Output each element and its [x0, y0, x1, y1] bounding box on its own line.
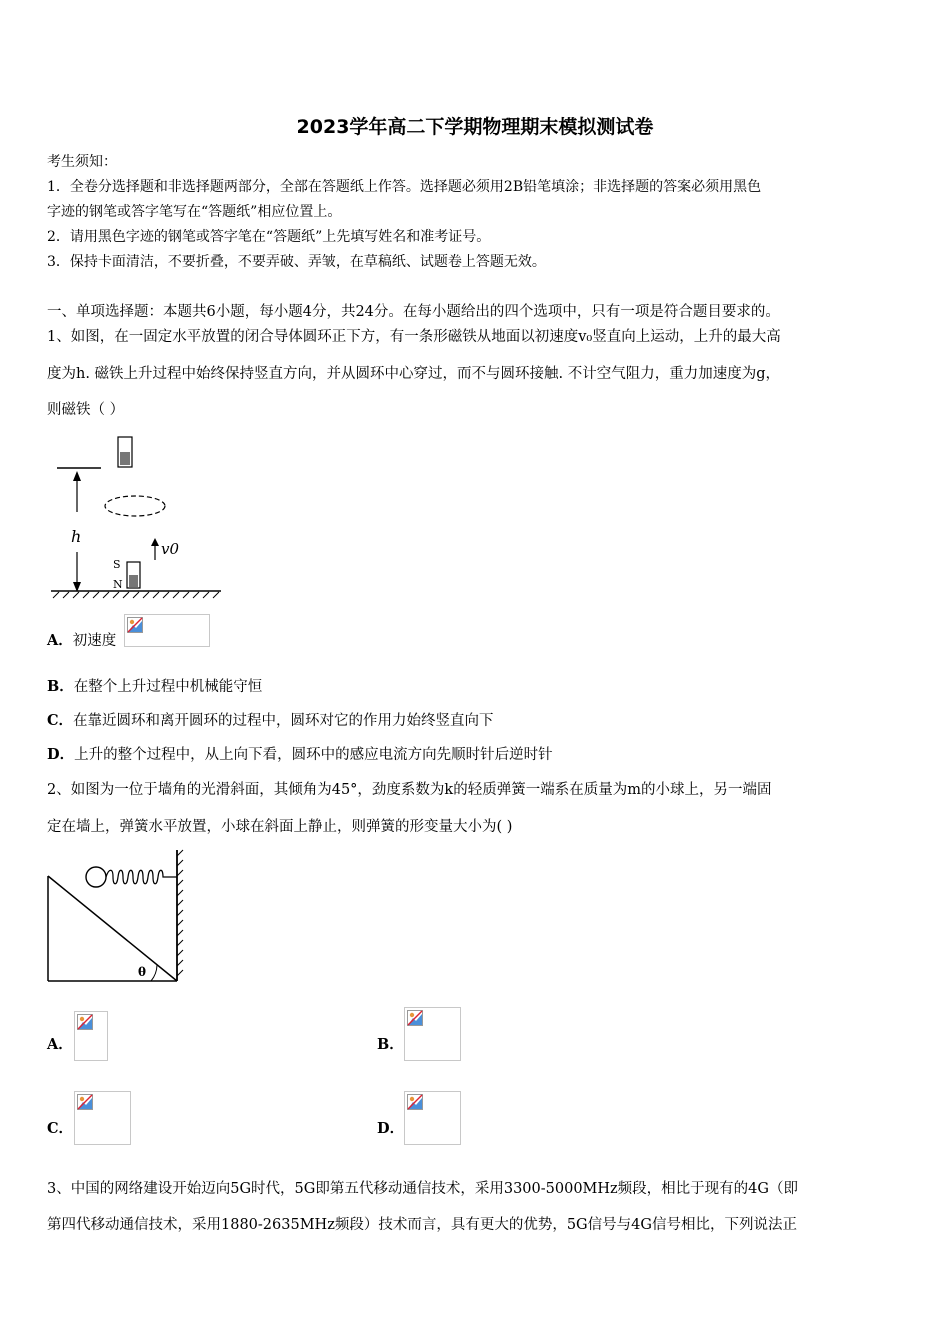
broken-image-icon	[407, 1094, 423, 1110]
incline-spring-figure	[47, 848, 187, 988]
notice-item: 字迹的钢笔或答字笔写在“答题纸”相应位置上。	[47, 204, 342, 220]
question-1-line: 1、如图，在一固定水平放置的闭合导体圆环正下方，有一条形磁铁从地面以初速度v₀竖直向上运动，上升的最大高	[47, 329, 781, 345]
q1-option-c	[47, 711, 494, 731]
v0-arrow-head	[151, 538, 159, 546]
broken-image-icon	[77, 1094, 93, 1110]
broken-image-icon	[407, 1010, 423, 1026]
option-text: 初速度	[72, 633, 117, 649]
conducting-ring	[105, 496, 165, 516]
question-3-line: 第四代移动通信技术，采用1880-2635MHz频段）技术而言，具有更大的优势，5G信号与4G信号相比，下列说法正	[47, 1217, 797, 1233]
formula-image-placeholder	[74, 1011, 108, 1061]
option-text: 上升的整个过程中，从上向下看，圆环中的感应电流方向先顺时针后逆时针	[74, 747, 553, 763]
option-letter: C．	[47, 1120, 74, 1137]
label-v0: v0	[161, 540, 180, 558]
q1-option-d	[47, 745, 553, 765]
section-heading: 一、单项选择题：本题共6小题，每小题4分，共24分。在每小题给出的四个选项中，只有一项是符合题目要求的。	[47, 304, 780, 320]
question-1-line: 度为h. 磁铁上升过程中始终保持竖直方向，并从圆环中心穿过，而不与圆环接触. 不计空气阻力，重力加速度为g，	[47, 366, 781, 382]
option-letter: D．	[377, 1120, 405, 1137]
label-n: N	[113, 578, 123, 591]
q2-option-b	[377, 1035, 404, 1055]
label-s: S	[113, 558, 121, 571]
broken-image-icon	[77, 1014, 93, 1030]
magnet-ring-figure	[47, 432, 227, 602]
formula-image-placeholder	[404, 1007, 461, 1061]
incline-surface	[48, 876, 177, 981]
q1-option-b	[47, 677, 262, 697]
q1-option-a	[47, 631, 116, 651]
ball	[86, 867, 106, 887]
notice-item: 1．全卷分选择题和非选择题两部分，全部在答题纸上作答。选择题必须用2B铅笔填涂；非选择题的答案必须用黑色	[47, 179, 762, 195]
magnet-top-pole	[120, 452, 130, 465]
broken-image-icon	[127, 617, 143, 633]
option-letter: B．	[47, 678, 74, 695]
label-theta: θ	[138, 965, 147, 979]
spring	[106, 870, 177, 884]
q2-option-d	[377, 1119, 404, 1139]
formula-image-placeholder	[74, 1091, 131, 1145]
height-arrow-head-up	[73, 471, 81, 481]
option-text: 在整个上升过程中机械能守恒	[73, 679, 263, 695]
q2-option-c	[47, 1119, 73, 1139]
option-letter: D．	[47, 746, 75, 763]
option-letter: B．	[377, 1036, 404, 1053]
angle-arc	[151, 965, 157, 981]
question-2-line: 2、如图为一位于墙角的光滑斜面，其倾角为45°，劲度系数为k的轻质弹簧一端系在质量为m的小球上，另一端固	[47, 782, 772, 798]
option-letter: C．	[47, 712, 74, 729]
option-text: 在靠近圆环和离开圆环的过程中，圆环对它的作用力始终竖直向下	[73, 713, 494, 729]
formula-image-placeholder	[124, 614, 210, 647]
magnet-bottom-pole	[129, 575, 138, 587]
notice-heading: 考生须知：	[47, 154, 117, 170]
question-1-line: 则磁铁（ ）	[47, 402, 125, 418]
label-h: h	[71, 527, 82, 546]
notice-item: 3．保持卡面清洁，不要折叠，不要弄破、弄皱，在草稿纸、试题卷上答题无效。	[47, 254, 546, 270]
question-3-line: 3、中国的网络建设开始迈向5G时代，5G即第五代移动通信技术，采用3300-5000MHz频段，相比于现有的4G（即	[47, 1181, 798, 1197]
q2-option-a	[47, 1035, 73, 1055]
formula-image-placeholder	[404, 1091, 461, 1145]
question-2-line: 定在墙上，弹簧水平放置，小球在斜面上静止，则弹簧的形变量大小为( )	[47, 819, 513, 835]
option-letter: A．	[47, 632, 73, 649]
page-title: 2023学年高二下学期物理期末模拟测试卷	[296, 116, 654, 138]
option-letter: A．	[47, 1036, 73, 1053]
ground-hatching	[53, 592, 219, 598]
notice-item: 2．请用黑色字迹的钢笔或答字笔在“答题纸”上先填写姓名和准考证号。	[47, 229, 491, 245]
